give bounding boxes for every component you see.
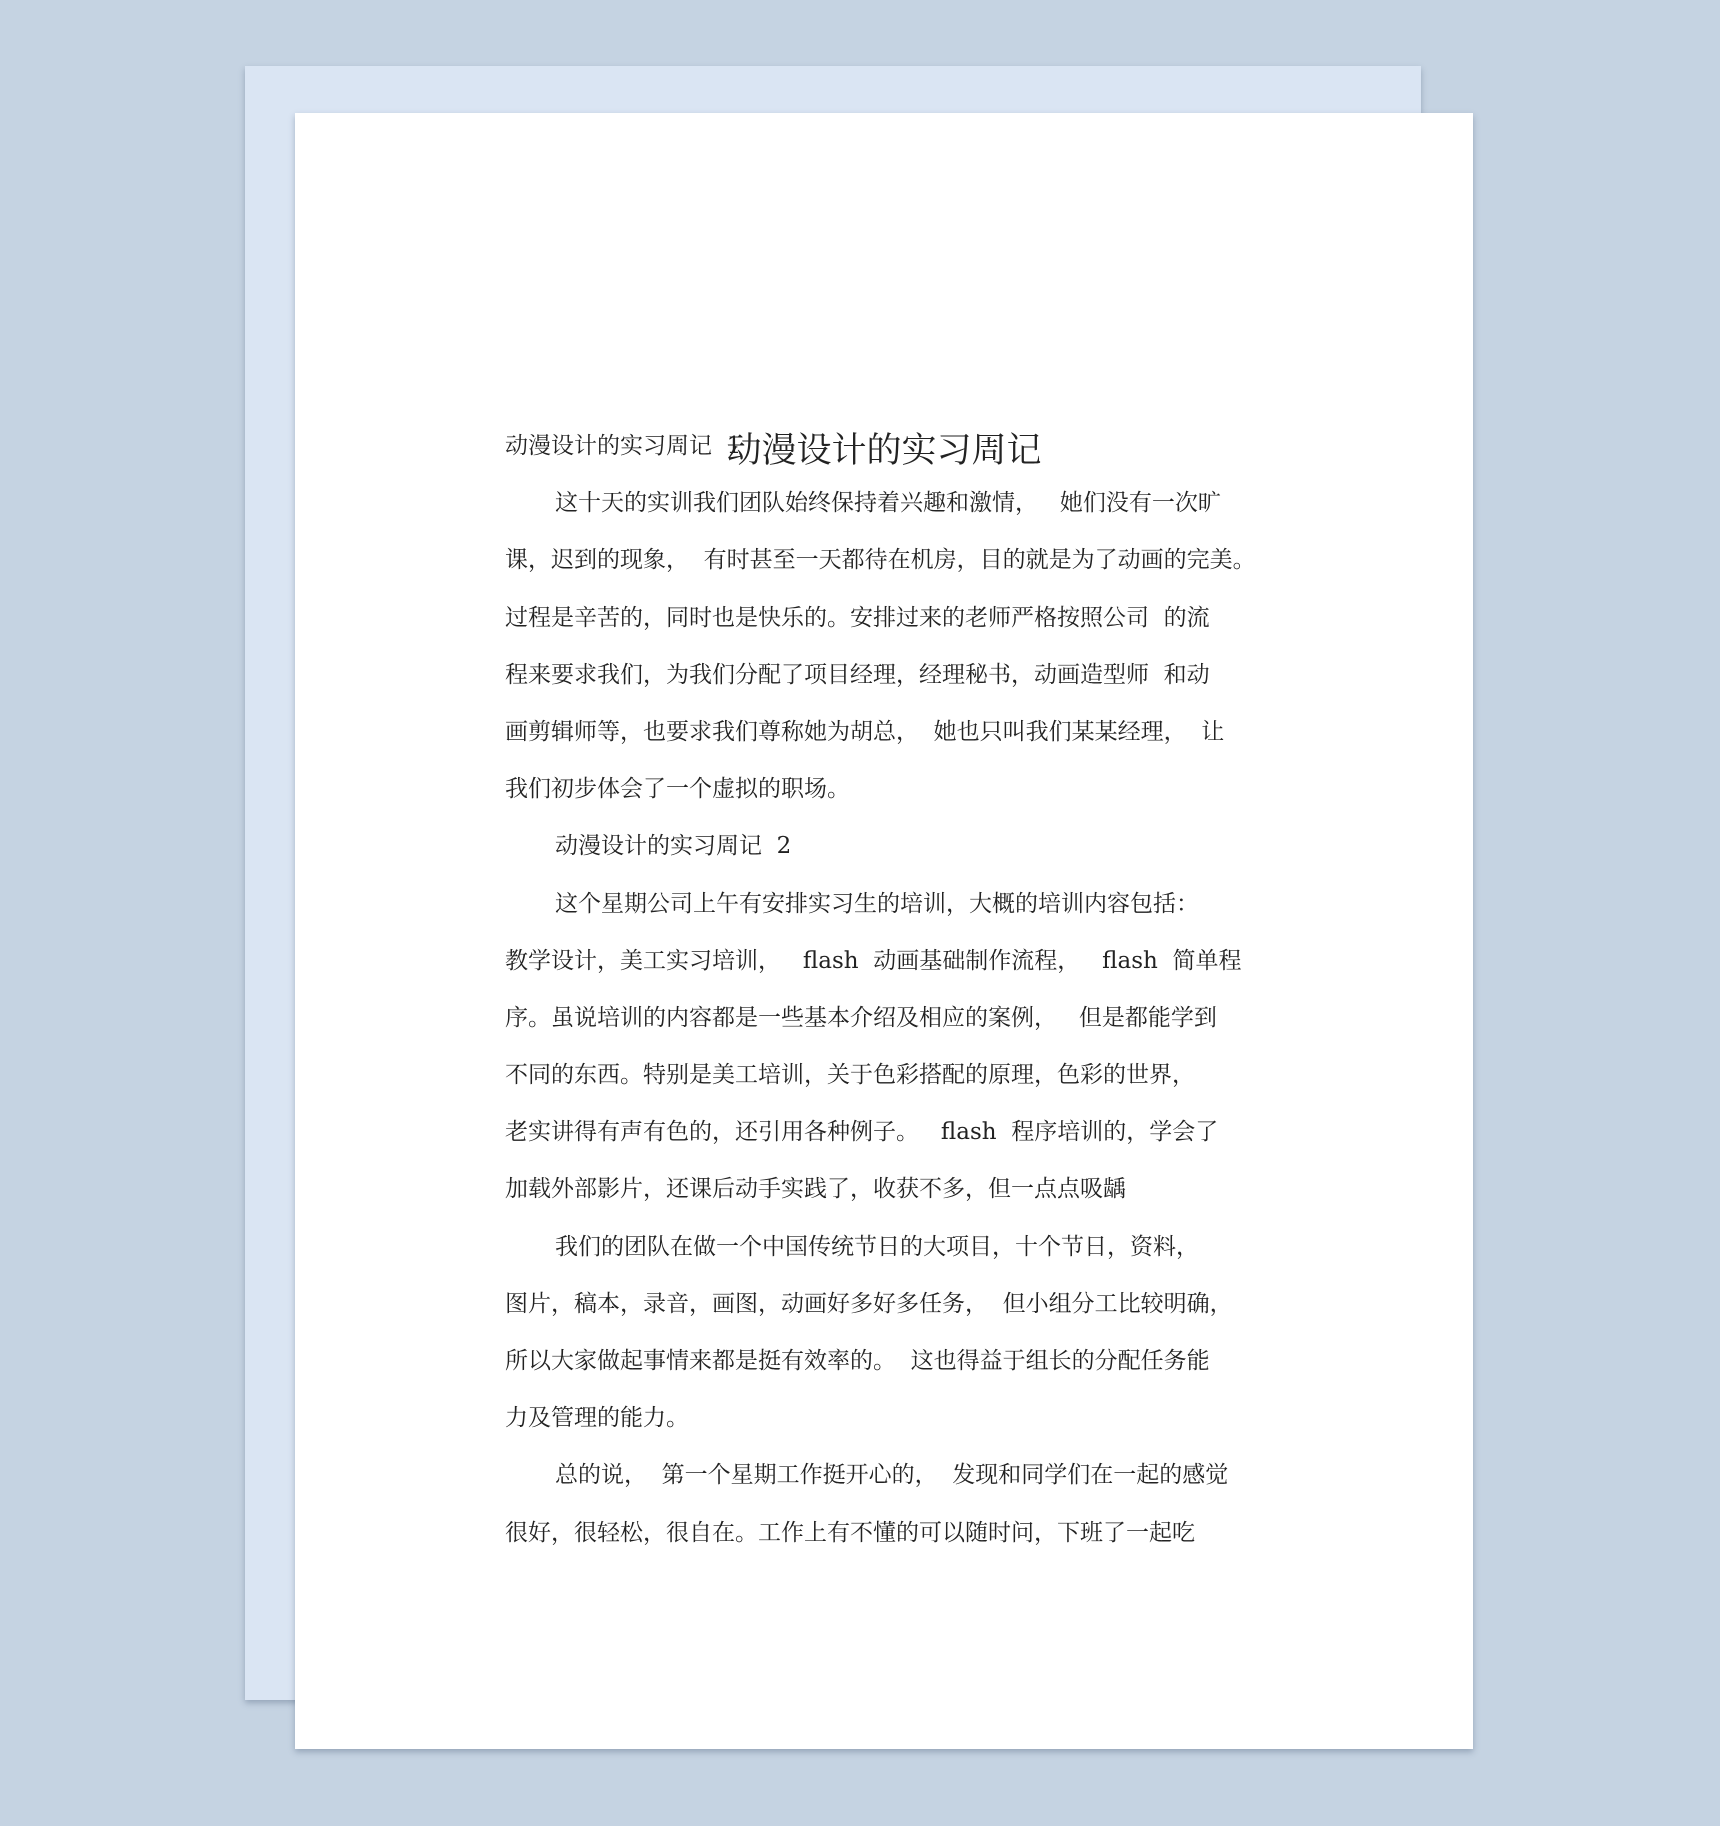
- text-line: 这十天的实训我们团队始终保持着兴趣和激情， 她们没有一次旷: [555, 490, 1221, 517]
- text-line: 画剪辑师等，也要求我们尊称她为胡总， 她也只叫我们某某经理， 让: [505, 718, 1225, 745]
- text-line: 很好，很轻松，很自在。工作上有不懂的可以随时问，下班了一起吃: [505, 1519, 1195, 1546]
- text-line: 这个星期公司上午有安排实习生的培训，大概的培训内容包括：: [555, 890, 1199, 917]
- text-line: 序。虽说培训的内容都是一些基本介绍及相应的案例， 但是都能学到: [505, 1004, 1217, 1031]
- text-line: 图片，稿本，录音，画图，动画好多好多任务， 但小组分工比较明确，: [505, 1290, 1233, 1317]
- document-title: 动漫设计的实习周记: [726, 431, 1042, 471]
- document-page: [295, 113, 1473, 1749]
- document-body: [505, 418, 1305, 1562]
- text-line: 过程是辛苦的，同时也是快乐的。安排过来的老师严格按照公司 的流: [505, 604, 1210, 631]
- text-line: 我们的团队在做一个中国传统节日的大项目，十个节日，资料，: [555, 1233, 1199, 1260]
- text-line: 程来要求我们，为我们分配了项目经理，经理秘书，动画造型师 和动: [505, 661, 1210, 688]
- text-line: 教学设计，美工实习培训， flash 动画基础制作流程， flash 简单程: [505, 947, 1242, 974]
- text-line: 所以大家做起事情来都是挺有效率的。 这也得益于组长的分配任务能: [505, 1348, 1210, 1374]
- text-line: 我们初步体会了一个虚拟的职场。: [505, 776, 850, 803]
- text-line: 不同的东西。特别是美工培训，关于色彩搭配的原理，色彩的世界，: [505, 1062, 1195, 1089]
- text-line: 课，迟到的现象， 有时甚至一天都待在机房，目的就是为了动画的完美。: [505, 547, 1256, 574]
- text-line: 老实讲得有声有色的，还引用各种例子。 flash 程序培训的，学会了: [505, 1119, 1219, 1146]
- text-line: 动漫设计的实习周记 1: [505, 433, 742, 459]
- text-line: 动漫设计的实习周记 2: [555, 833, 792, 860]
- text-line: 力及管理的能力。: [505, 1405, 689, 1432]
- text-line: 加载外部影片，还课后动手实践了，收获不多，但一点点吸龋: [505, 1176, 1126, 1203]
- text-line: 总的说， 第一个星期工作挺开心的， 发现和同学们在一起的感觉: [555, 1462, 1229, 1489]
